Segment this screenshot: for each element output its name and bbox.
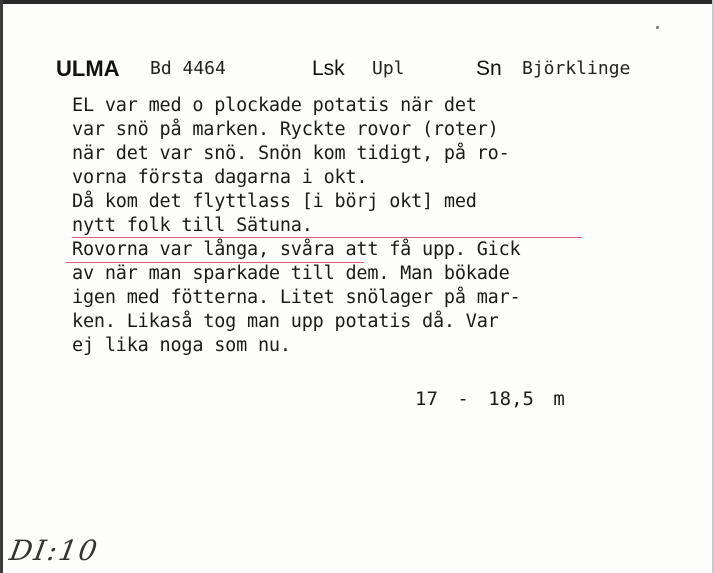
body-line: Rovorna var långa, svåra att få upp. Gick — [72, 239, 521, 260]
province-label: Lsk — [312, 57, 345, 80]
body-line: EL var med o plockade potatis när det — [72, 95, 477, 116]
card-top-edge — [0, 0, 714, 4]
body-line: av när man sparkade till dem. Man bökade — [72, 263, 510, 284]
handwritten-catalog-mark: DI:10 — [7, 534, 102, 567]
body-line: nytt folk till Sätuna. — [72, 215, 313, 236]
red-underline — [72, 237, 582, 238]
paper-speck — [656, 26, 659, 29]
body-line: vorna första dagarna i okt. — [72, 167, 368, 188]
card-body-text — [72, 94, 652, 358]
province-value: Upl — [372, 58, 405, 79]
measurement: 17 - 18,5 m — [415, 388, 565, 410]
body-line: ken. Likaså tog man upp potatis då. Var — [72, 311, 499, 332]
parish-label: Sn — [476, 57, 502, 80]
card-left-edge — [0, 0, 3, 573]
volume-number: Bd 4464 — [150, 58, 226, 79]
body-line: igen med fötterna. Litet snölager på mar- — [72, 287, 521, 308]
red-underline — [66, 262, 364, 263]
archive-name: ULMA — [56, 56, 120, 81]
body-line: var snö på marken. Ryckte rovor (roter) — [72, 119, 499, 140]
body-line: Då kom det flyttlass [i börj okt] med — [72, 191, 477, 212]
parish-value: Björklinge — [522, 58, 631, 79]
body-line: när det var snö. Snön kom tidigt, på ro- — [72, 143, 510, 164]
body-line: ej lika noga som nu. — [72, 335, 291, 356]
